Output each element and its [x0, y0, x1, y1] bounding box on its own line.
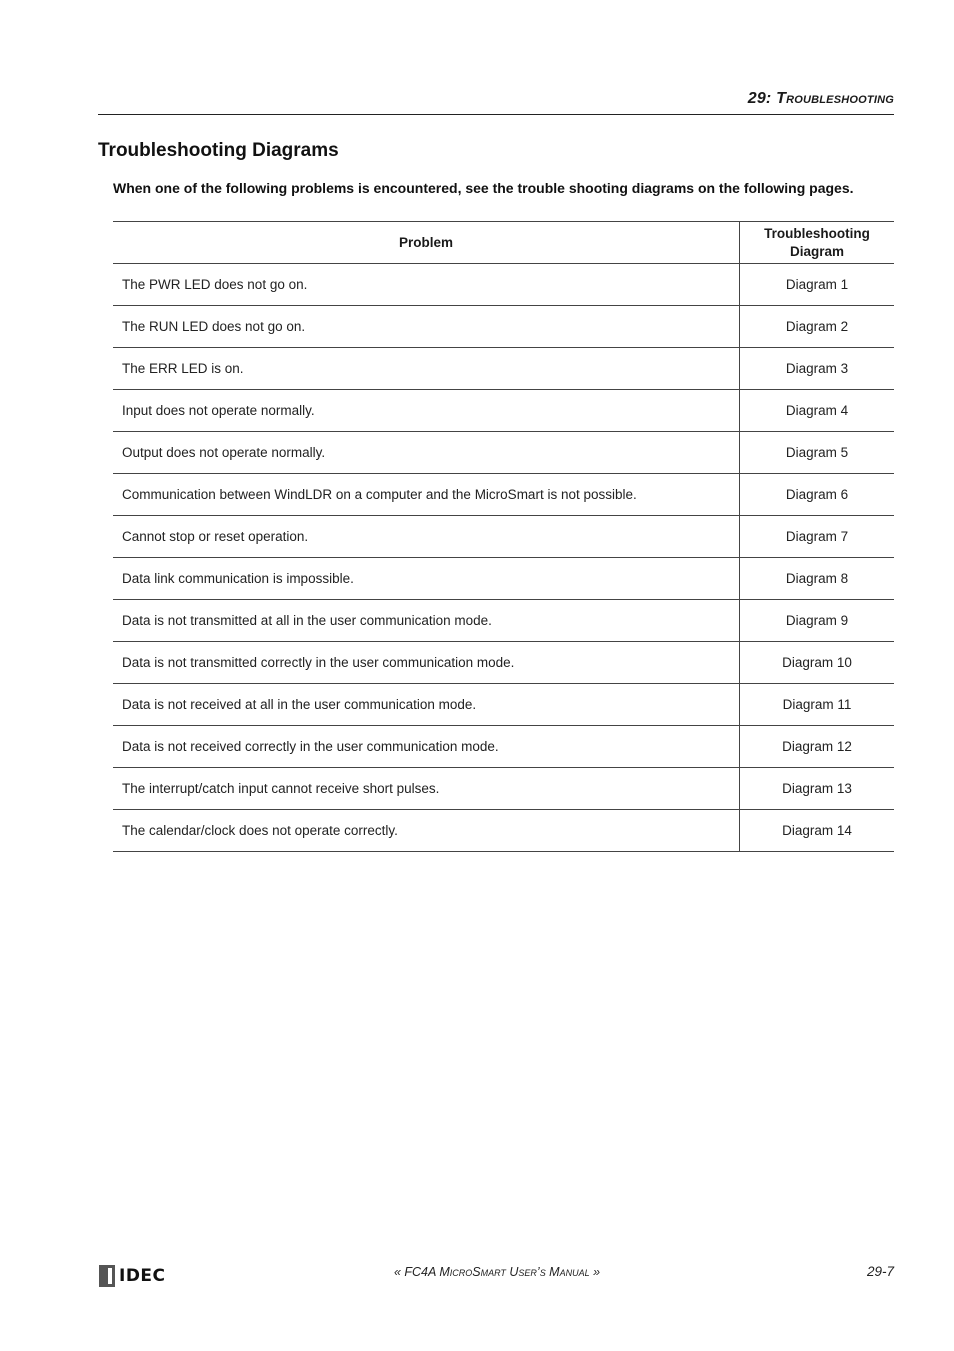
troubleshooting-table	[113, 221, 894, 852]
diagram-cell: Diagram 9	[740, 600, 895, 642]
column-header-problem: Problem	[113, 222, 740, 264]
table-row	[113, 516, 894, 558]
problem-cell: Data is not received at all in the user communication mode.	[113, 684, 740, 726]
problem-cell: Data is not received correctly in the user communication mode.	[113, 726, 740, 768]
table-body	[113, 264, 894, 852]
problem-cell: Input does not operate normally.	[113, 390, 740, 432]
problem-cell: The PWR LED does not go on.	[113, 264, 740, 306]
diagram-cell: Diagram 1	[740, 264, 895, 306]
chapter-header	[98, 90, 894, 115]
footer-manual-title: « FC4A MicroSmart User’s Manual »	[393, 1265, 601, 1279]
table-row	[113, 474, 894, 516]
chapter-title: 29: Troubleshooting	[747, 90, 894, 107]
table-row	[113, 390, 894, 432]
table-row	[113, 432, 894, 474]
diagram-cell: Diagram 8	[740, 558, 895, 600]
table-header-row	[113, 222, 894, 264]
table-row	[113, 684, 894, 726]
diagram-cell: Diagram 12	[740, 726, 895, 768]
problem-cell: Cannot stop or reset operation.	[113, 516, 740, 558]
table-row	[113, 558, 894, 600]
diagram-cell: Diagram 13	[740, 768, 895, 810]
column-header-diagram-line2: Diagram	[789, 243, 845, 259]
column-header-diagram	[740, 222, 895, 264]
problem-cell: The calendar/clock does not operate correctly.	[113, 810, 740, 852]
table-row	[113, 600, 894, 642]
table-row	[113, 306, 894, 348]
section-title: Troubleshooting Diagrams	[98, 140, 339, 161]
problem-cell: The interrupt/catch input cannot receive short pulses.	[113, 768, 740, 810]
intro-text: When one of the following problems is encountered, see the trouble shooting diagrams on the following pages.	[113, 180, 854, 196]
diagram-cell: Diagram 3	[740, 348, 895, 390]
problem-cell: Data is not transmitted correctly in the user communication mode.	[113, 642, 740, 684]
problem-cell: Data link communication is impossible.	[113, 558, 740, 600]
diagram-cell: Diagram 6	[740, 474, 895, 516]
idec-logo-text: IDEC	[119, 1266, 166, 1286]
diagram-cell: Diagram 14	[740, 810, 895, 852]
diagram-cell: Diagram 7	[740, 516, 895, 558]
problem-cell: Output does not operate normally.	[113, 432, 740, 474]
diagram-cell: Diagram 11	[740, 684, 895, 726]
table-row	[113, 642, 894, 684]
problem-cell: Communication between WindLDR on a computer and the MicroSmart is not possible.	[113, 474, 740, 516]
table-row	[113, 348, 894, 390]
diagram-cell: Diagram 2	[740, 306, 895, 348]
table-row	[113, 768, 894, 810]
problem-cell: The ERR LED is on.	[113, 348, 740, 390]
diagram-cell: Diagram 10	[740, 642, 895, 684]
problem-cell: The RUN LED does not go on.	[113, 306, 740, 348]
table-row	[113, 726, 894, 768]
table-row	[113, 264, 894, 306]
diagram-cell: Diagram 4	[740, 390, 895, 432]
diagram-cell: Diagram 5	[740, 432, 895, 474]
column-header-diagram-line1: Troubleshooting	[764, 225, 870, 241]
problem-cell: Data is not transmitted at all in the user communication mode.	[113, 600, 740, 642]
page-number: 29-7	[866, 1264, 894, 1279]
table-row	[113, 810, 894, 852]
